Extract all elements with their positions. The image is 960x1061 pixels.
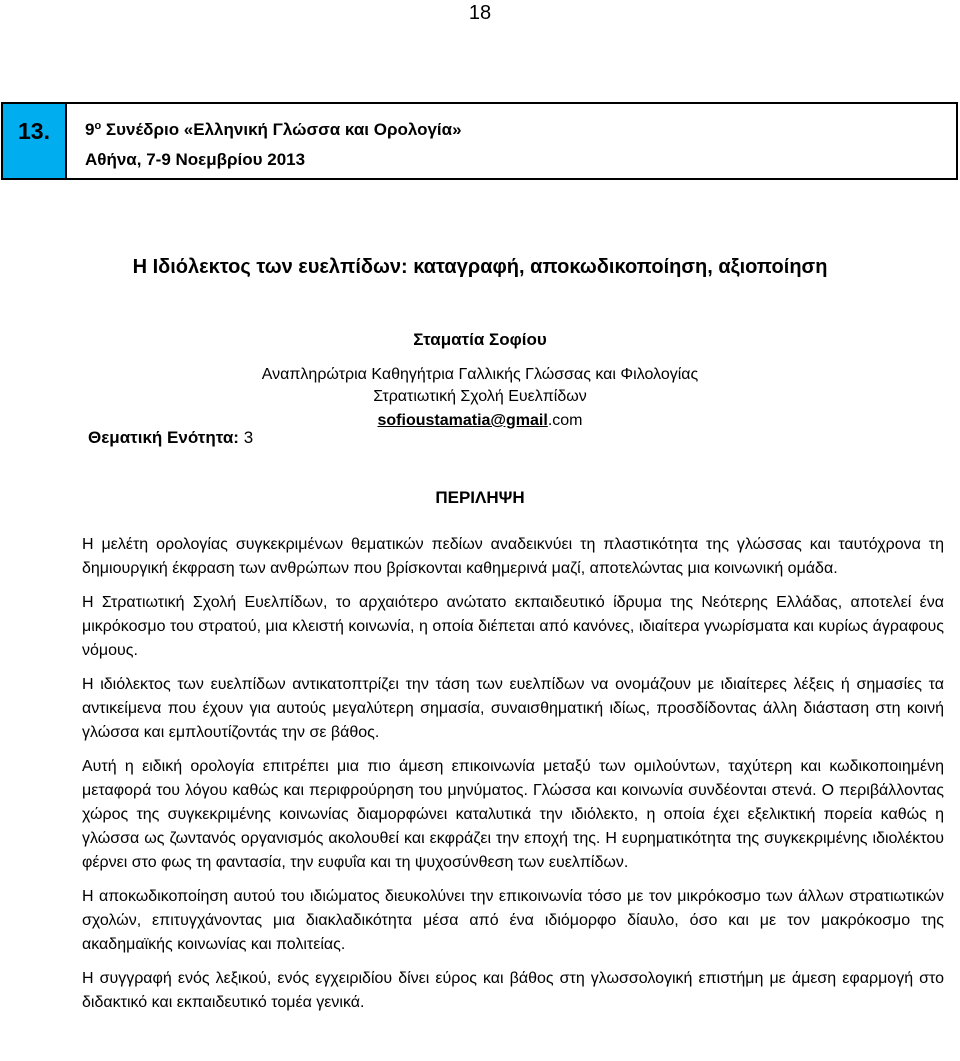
- conference-info: [85, 115, 462, 175]
- conference-ordinal-sup: ο: [94, 120, 102, 132]
- conference-name: Συνέδριο «Ελληνική Γλώσσα και Ορολογία»: [101, 120, 462, 139]
- author-institution: Στρατιωτική Σχολή Ευελπίδων: [373, 388, 587, 405]
- abstract-heading: ΠΕΡΙΛΗΨΗ: [435, 488, 525, 507]
- author-email-user[interactable]: sofioustamatia@gmail: [377, 412, 548, 429]
- abstract-paragraph: Η μελέτη ορολογίας συγκεκριμένων θεματικών πεδίων αναδεικνύει τη πλαστικότητα της γλώσσας και ταυτόχρονα τη δημιουργική έκφραση των ανθρώπων που βρίσκονται καθημερινά μαζί, αποτελώντας μια κοινωνική ομάδα.: [82, 536, 944, 577]
- abstract-paragraph: Η συγγραφή ενός λεξικού, ενός εγχειριδίου δίνει εύρος και βάθος στη γλωσσολογική επιστήμη με άμεση εφαρμογή στο διδακτικό και εκπαιδευτικό τομέα γενικά.: [82, 970, 944, 1011]
- abstract-paragraph: Αυτή η ειδική ορολογία επιτρέπει μια πιο άμεση επικοινωνία μεταξύ των ομιλούντων, ταχύτερη και κωδικοποιημένη μεταφορά του λόγου καθώς και περιφρούρηση του μηνύματος. Γλώσσα και κοινωνία συνδέονται στενά. Ο περιβάλλοντας χώρος της συγκεκριμένης κοινωνίας διαμορφώνει καταλυτικά την ιδιόλεκτο, η οποία έχει εξελικτική πορεία καθώς η γλώσσα ως ζωντανός οργανισμός ακολουθεί και εκφράζει την εποχή της. Η ευρηματικότητα της συγκεκριμένης ιδιολέκτου φέρνει στο φως τη φαντασία, την ευφυΐα και τη ψυχοσύνθεση των ευελπίδων.: [82, 758, 944, 871]
- conference-header: [1, 102, 958, 180]
- thematic-unit-label: Θεματική Ενότητα:: [88, 428, 239, 447]
- abstract-paragraph: Η αποκωδικοποίηση αυτού του ιδιώματος διευκολύνει την επικοινωνία τόσο με τον μικρόκοσμο των άλλων στρατιωτικών σχολών, επιτυγχάνοντας μια διακλαδικότητα μέσα από ένα ιδιόμορφο δίαυλο, όσο και με τον μακρόκοσμο της ακαδημαϊκής κοινωνίας και πολιτείας.: [82, 888, 944, 953]
- thematic-unit: [88, 428, 253, 448]
- paper-number: 13.: [3, 104, 67, 178]
- page-number: 18: [468, 2, 492, 24]
- abstract-paragraph: Η Στρατιωτική Σχολή Ευελπίδων, το αρχαιότερο ανώτατο εκπαιδευτικό ίδρυμα της Νεότερης Ελλάδας, αποτελεί ένα μικρόκοσμο του στρατού, μια κλειστή κοινωνία, η οποία διέπεται από κανόνες, ιδιαίτερα γνωρίσματα και κυρίως άγραφους νόμους.: [82, 594, 944, 659]
- abstract-paragraph: Η ιδιόλεκτος των ευελπίδων αντικατοπτρίζει την τάση των ευελπίδων να ονομάζουν με ιδιαίτερες λέξεις ή σημασίες τα αντικείμενα που έχουν για αυτούς μεγαλύτερη σημασία, συναισθηματική ιδίως, προσδίδοντας άλλη διάσταση στη κοινή γλώσσα και εμπλουτίζοντάς την σε βάθος.: [82, 676, 944, 741]
- author-position: Αναπληρώτρια Καθηγήτρια Γαλλικής Γλώσσας και Φιλολογίας: [261, 366, 699, 383]
- abstract-body: [82, 533, 944, 1025]
- conference-title: [85, 115, 462, 145]
- author-name: Σταματία Σοφίου: [413, 330, 547, 349]
- author-email-domain: .com: [547, 412, 583, 429]
- thematic-unit-number: 3: [243, 428, 254, 447]
- conference-location-date: Αθήνα, 7-9 Νοεμβρίου 2013: [85, 150, 306, 169]
- paper-title: Η Ιδιόλεκτος των ευελπίδων: καταγραφή, αποκωδικοποίηση, αξιοποίηση: [132, 256, 828, 278]
- conference-ordinal: 9: [85, 120, 95, 139]
